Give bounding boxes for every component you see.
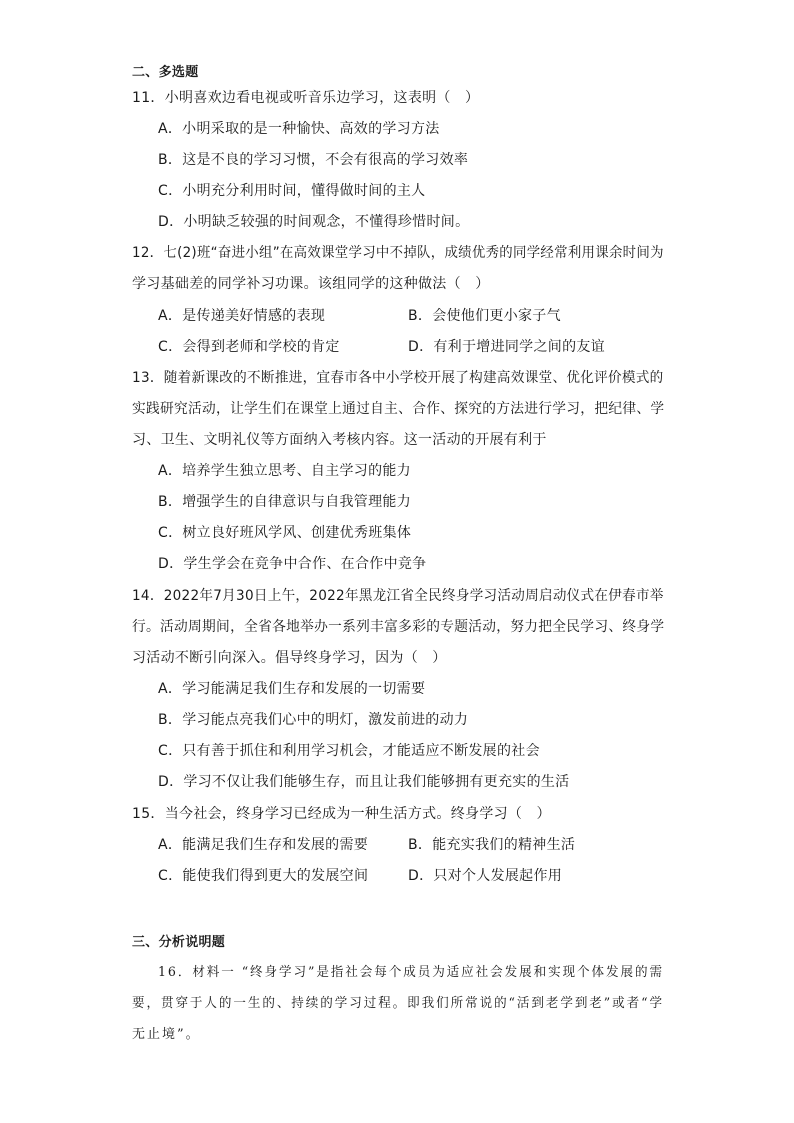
option-c: C．小明充分利用时间，懂得做时间的主人 [158,183,426,199]
option-b: B．这是不良的学习习惯，不会有很高的学习效率 [158,152,469,168]
question-stem: 12．七(2)班“奋进小组”在高效课堂学习中不掉队，成绩优秀的同学经常利用课余时间为 [132,245,664,261]
option-c: C．会得到老师和学校的肯定 [158,339,340,355]
option-a: A．能满足我们生存和发展的需要 [158,837,369,853]
option-d: D．学习不仅让我们能够生存，而且让我们能够拥有更充实的生活 [158,774,570,790]
option-a: A．学习能满足我们生存和发展的一切需要 [158,681,426,697]
option-c: C．只有善于抓住和利用学习机会，才能适应不断发展的社会 [158,743,540,759]
question-stem-cont: 行。活动周期间，全省各地举办一系列丰富多彩的专题活动，努力把全民学习、终身学 [132,619,665,635]
option-b: B．能充实我们的精神生活 [408,837,576,853]
section-heading-multiple-choice: 二、多选题 [132,65,199,80]
option-d: D．学生学会在竞争中合作、在合作中竞争 [158,556,427,572]
material-line: 要，贯穿于人的一生的、持续的学习过程。即我们所常说的“活到老学到老”或者“学 [132,996,664,1011]
question-stem: 15．当今社会，终身学习已经成为一种生活方式。终身学习（ ） [132,806,551,822]
question-stem: 14．2022年7月30日上午，2022年黑龙江省全民终身学习活动周启动仪式在伊春市举 [132,588,664,604]
material-line: 16．材料一 “终身学习”是指社会每个成员为适应社会发展和实现个体发展的需 [158,965,664,980]
question-stem-cont: 学习基础差的同学补习功课。该组同学的这种做法（ ） [132,276,490,292]
question-stem-cont: 实践研究活动，让学生们在课堂上通过自主、合作、探究的方法进行学习，把纪律、学 [132,401,665,417]
section-heading-analysis: 三、分析说明题 [132,935,226,950]
option-c: C．能使我们得到更大的发展空间 [158,868,369,884]
option-a: A．培养学生独立思考、自主学习的能力 [158,463,411,479]
option-b: B．学习能点亮我们心中的明灯，激发前进的动力 [158,712,469,728]
material-line: 无止境”。 [132,1027,201,1042]
question-stem: 11．小明喜欢边看电视或听音乐边学习，这表明（ ） [132,90,480,106]
option-a: A．小明采取的是一种愉快、高效的学习方法 [158,121,440,137]
option-c: C．树立良好班风学风、创建优秀班集体 [158,525,412,541]
option-a: A．是传递美好情感的表现 [158,308,326,324]
option-d: D．只对个人发展起作用 [408,868,563,884]
question-stem-cont: 习、卫生、文明礼仪等方面纳入考核内容。这一活动的开展有利于 [132,432,547,448]
option-b: B．会使他们更小家子气 [408,308,561,324]
option-b: B．增强学生的自律意识与自我管理能力 [158,494,412,510]
option-d: D．小明缺乏较强的时间观念，不懂得珍惜时间。 [158,214,470,230]
question-stem: 13．随着新课改的不断推进，宜春市各中小学校开展了构建高效课堂、优化评价模式的 [132,370,664,386]
option-d: D．有利于增进同学之间的友谊 [408,339,605,355]
question-stem-cont: 习活动不断引向深入。倡导终身学习，因为（ ） [132,650,447,666]
